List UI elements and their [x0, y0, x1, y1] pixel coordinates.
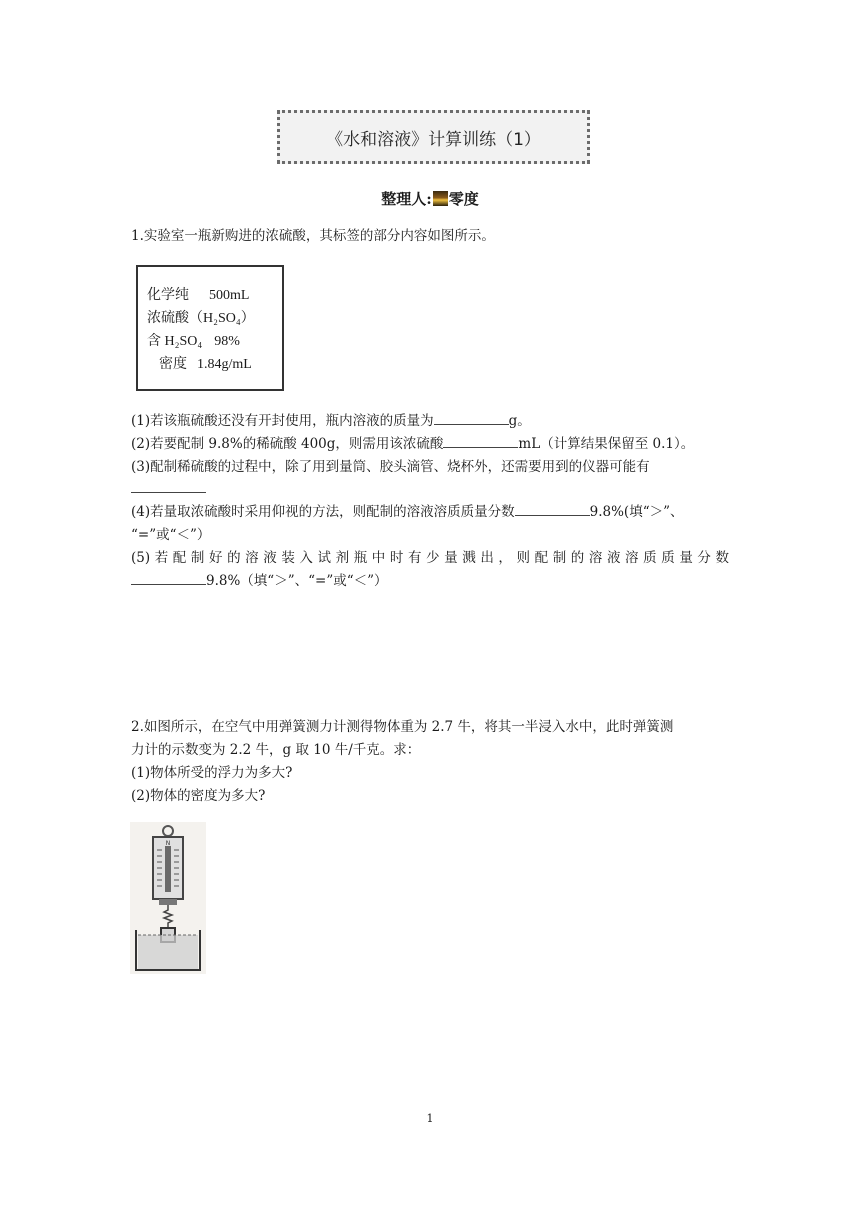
- q1-part-3: (3)配制稀硫酸的过程中，除了用到量筒、胶头滴管、烧杯外，还需要用到的仪器可能有: [131, 459, 650, 475]
- q2-stem-line-1: 2.如图所示，在空气中用弹簧测力计测得物体重为 2.7 牛，将其一半浸入水中，此时弹簧测: [131, 719, 674, 735]
- q1-part-5: (5)若配制好的溶液装入试剂瓶中时有少量溅出，则配制的溶液溶质质量分数: [131, 550, 729, 566]
- answer-blank-2[interactable]: [443, 433, 518, 448]
- answer-blank-5[interactable]: [131, 570, 206, 585]
- acid-label-figure: [136, 265, 284, 391]
- author-line: [0, 188, 860, 209]
- scale-bottom: [159, 899, 177, 905]
- label-line-2: 浓硫酸（H₂SO₄）: [147, 311, 255, 326]
- label-line-3: 含 H₂SO₄ 98%: [147, 334, 240, 349]
- q1-part-4: (4)若量取浓硫酸时采用仰视的方法，则配制的溶液溶质质量分数 9.8%(填“＞”、: [131, 501, 684, 524]
- q1-stem: 1.实验室一瓶新购进的浓硫酸，其标签的部分内容如图所示。: [131, 228, 495, 244]
- q2-sub-1: (1)物体所受的浮力为多大?: [131, 765, 293, 781]
- label-line-4: 密度 1.84g/mL: [159, 357, 252, 372]
- author-name: 零度: [448, 190, 479, 208]
- answer-blank-4[interactable]: [515, 501, 590, 516]
- author-avatar-icon: [433, 191, 448, 206]
- page-number: 1: [426, 1112, 434, 1125]
- scale-unit-mark: N: [165, 840, 171, 847]
- label-line-1: 化学纯 500mL: [147, 288, 250, 303]
- title-box: [277, 110, 590, 164]
- q1-part-1: (1)若该瓶硫酸还没有开封使用，瓶内溶液的质量为 g。: [131, 410, 531, 433]
- q2-stem-line-2: 力计的示数变为 2.2 牛，g 取 10 牛/千克。求：: [131, 742, 421, 758]
- q1-part-5-continued: 9.8%（填“＞”、“=”或“＜”）: [131, 570, 388, 593]
- q1-part-4-continued: “=”或“＜”）: [131, 527, 211, 543]
- author-prefix: 整理人:: [381, 190, 432, 208]
- water: [138, 935, 198, 969]
- spring-slot: [165, 846, 171, 892]
- q1-part-2: (2)若要配制 9.8%的稀硫酸 400g，则需用该浓硫酸 mL（计算结果保留至 0.1）。: [131, 433, 694, 456]
- q2-sub-2: (2)物体的密度为多大?: [131, 788, 266, 804]
- spring-scale-figure: [130, 822, 206, 974]
- page-title: 《水和溶液》计算训练（1）: [326, 129, 541, 150]
- q1-part-3-blank-line: [131, 478, 206, 493]
- answer-blank-1[interactable]: [434, 410, 509, 425]
- answer-blank-3[interactable]: [131, 478, 206, 493]
